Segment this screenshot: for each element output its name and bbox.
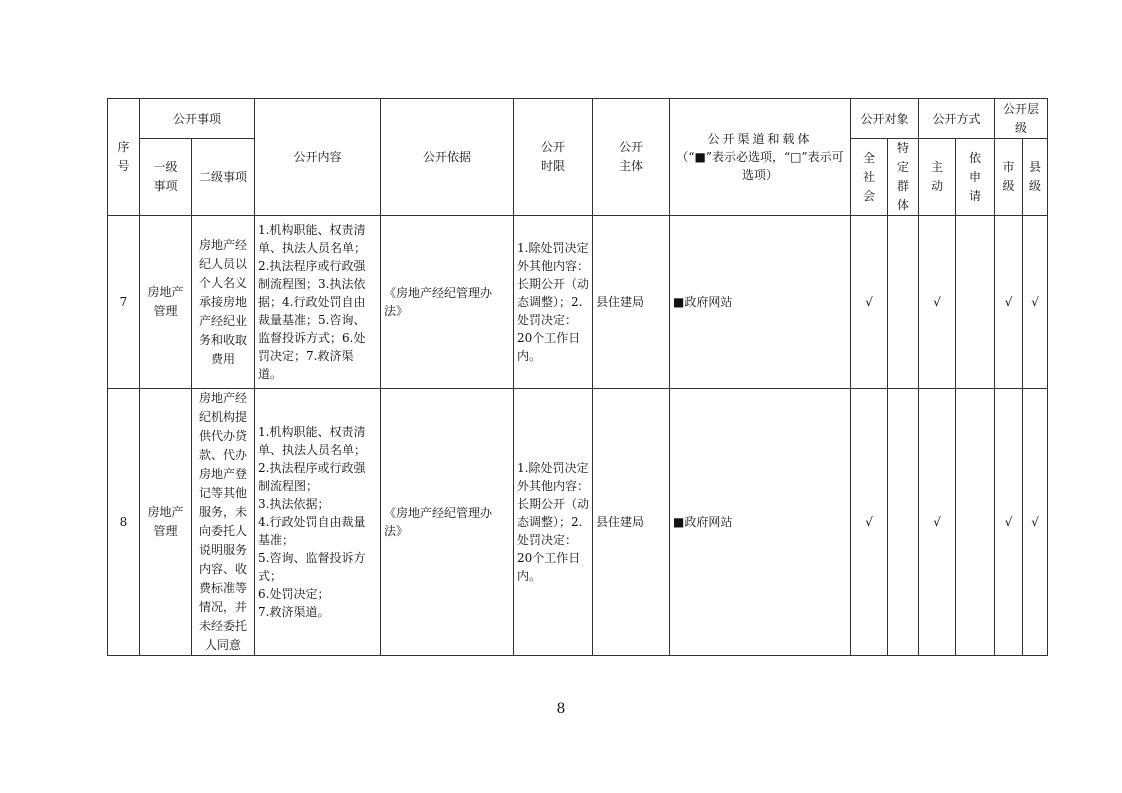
header-level-county: 县级	[1023, 139, 1048, 216]
header-audience-group: 特定群体	[888, 139, 919, 216]
row-level2: 房地产经纪机构提供代办贷款、代办房地产登记等其他服务，未向委托人说明服务内容、收费标准等情况，并未经委托人同意	[192, 389, 255, 656]
row-mode-active: √	[919, 389, 956, 656]
row-level-county: √	[1023, 389, 1048, 656]
header-basis: 公开依据	[381, 99, 514, 216]
header-level: 公开层级	[995, 99, 1048, 139]
content-line: 1.机构职能、权责清单、执法人员名单；	[258, 425, 367, 457]
header-level2: 二级事项	[192, 139, 255, 216]
header-row-1	[108, 99, 1048, 139]
header-level1: 一级事项	[140, 139, 192, 216]
header-content: 公开内容	[255, 99, 381, 216]
row-level-city: √	[995, 216, 1023, 389]
row-mode-request	[956, 389, 995, 656]
row-mode-active: √	[919, 216, 956, 389]
row-channel: ■政府网站	[670, 389, 851, 656]
row-level-county: √	[1023, 216, 1048, 389]
content-line: 6.处罚决定；	[258, 587, 330, 601]
header-channel: 公开渠道和载体 （“■”表示必选项，“□”表示可选项）	[670, 99, 851, 216]
header-audience-all: 全社会	[851, 139, 888, 216]
row-channel: ■政府网站	[670, 216, 851, 389]
page-number: 8	[556, 701, 566, 717]
header-mode-active: 主动	[919, 139, 956, 216]
row-subject: 县住建局	[593, 389, 670, 656]
row-basis: 《房地产经纪管理办法》	[381, 389, 514, 656]
table-row	[108, 216, 1048, 389]
row-level-city: √	[995, 389, 1023, 656]
row-time-limit: 1.除处罚决定外其他内容：长期公开（动态调整）；2.处罚决定：20个工作日内。	[514, 216, 593, 389]
row-basis: 《房地产经纪管理办法》	[381, 216, 514, 389]
row-level1: 房地产管理	[140, 389, 192, 656]
content-line: 2.执法程序或行政强制流程图；	[258, 461, 366, 493]
header-audience: 公开对象	[851, 99, 919, 139]
header-subject: 公开主体	[593, 99, 670, 216]
row-content: 1.机构职能、权责清单、执法人员名单；2.执法程序或行政强制流程图；3.执法依据；4.行政处罚自由裁量基准；5.咨询、监督投诉方式；6.处罚决定；7.救济渠道。	[255, 216, 381, 389]
row-level1: 房地产管理	[140, 216, 192, 389]
header-time-limit: 公开时限	[514, 99, 593, 216]
row-level2: 房地产经纪人员以个人名义承接房地产经纪业务和收取费用	[192, 216, 255, 389]
content-line: 7.救济渠道。	[258, 605, 330, 619]
content-line: 4.行政处罚自由裁量基准；	[258, 515, 366, 547]
row-audience-group	[888, 389, 919, 656]
row-audience-all: √	[851, 216, 888, 389]
row-content	[255, 389, 381, 656]
disclosure-table	[107, 98, 1048, 656]
row-seq: 7	[108, 216, 140, 389]
header-item: 公开事项	[140, 99, 255, 139]
row-audience-group	[888, 216, 919, 389]
row-seq: 8	[108, 389, 140, 656]
header-mode: 公开方式	[919, 99, 995, 139]
table-row	[108, 389, 1048, 656]
row-subject: 县住建局	[593, 216, 670, 389]
header-seq: 序号	[108, 99, 140, 216]
row-time-limit: 1.除处罚决定外其他内容：长期公开（动态调整）；2.处罚决定：20个工作日内。	[514, 389, 593, 656]
row-mode-request	[956, 216, 995, 389]
header-mode-request: 依申请	[956, 139, 995, 216]
content-line: 3.执法依据；	[258, 497, 330, 511]
row-audience-all: √	[851, 389, 888, 656]
header-level-city: 市级	[995, 139, 1023, 216]
content-line: 5.咨询、监督投诉方式；	[258, 551, 366, 583]
